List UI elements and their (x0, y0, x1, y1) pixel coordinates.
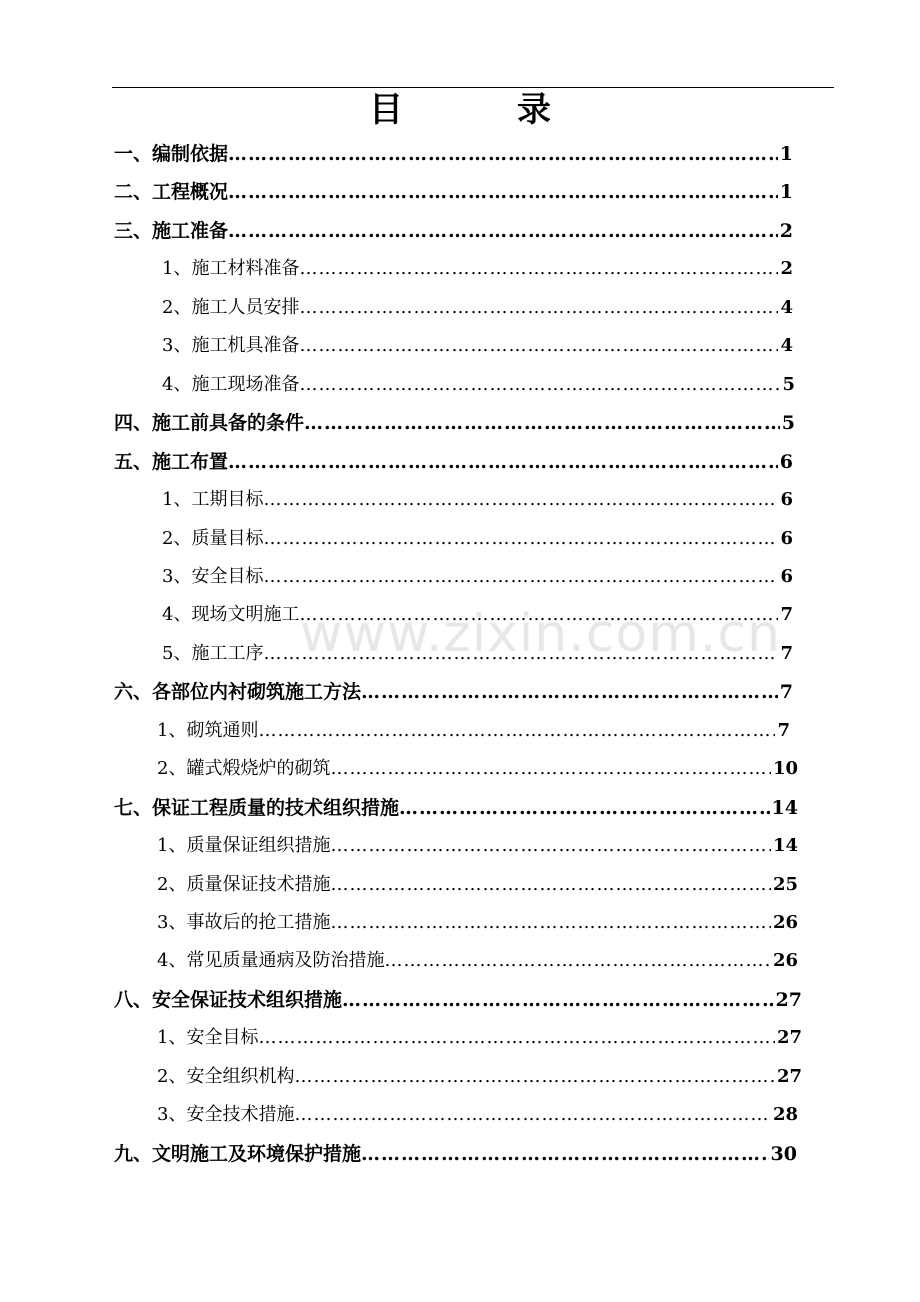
toc-entry-page: 14 (771, 796, 798, 819)
toc-leader-dots (263, 640, 778, 668)
toc-entry-page: 4 (780, 296, 793, 318)
toc-entry-page: 27 (775, 988, 802, 1011)
toc-entry[interactable] (114, 678, 793, 706)
toc-leader-dots (384, 947, 770, 975)
toc-entry-page: 7 (780, 604, 793, 626)
toc-entry-label: 八、安全保证技术组织措施 (114, 988, 343, 1011)
toc-entry[interactable] (114, 794, 798, 822)
toc-entry[interactable] (114, 409, 795, 437)
toc-entry-label: 五、施工布置 (114, 450, 229, 473)
watermark: www.zixin.com.cn (300, 604, 781, 664)
toc-entry-page: 6 (779, 450, 793, 473)
toc-leader-dots (263, 525, 778, 553)
toc-entry-page: 26 (772, 950, 798, 972)
toc-entry-page: 1 (779, 181, 793, 204)
toc-entry[interactable] (157, 947, 798, 975)
toc-leader-dots (399, 794, 770, 822)
toc-entry-label: 3、安全目标 (162, 565, 264, 587)
toc-entry-label: 1、施工材料准备 (162, 258, 300, 280)
toc-entry-page: 7 (777, 719, 790, 741)
toc-entry-label: 3、安全技术措施 (157, 1104, 295, 1126)
toc-entry-label: 4、常见质量通病及防治措施 (157, 950, 385, 972)
toc-entry-label: 1、质量保证组织措施 (157, 835, 331, 857)
toc-entry-label: 4、现场文明施工 (162, 604, 300, 626)
toc-leader-dots (304, 409, 780, 437)
toc-entry[interactable] (162, 294, 793, 322)
toc-leader-dots (294, 1101, 770, 1129)
toc-entry-page: 6 (780, 565, 793, 587)
toc-entry-page: 2 (780, 258, 793, 280)
toc-entry-page: 10 (772, 758, 798, 780)
toc-entry[interactable] (157, 909, 798, 937)
toc-entry[interactable] (157, 1024, 802, 1052)
toc-entry-page: 25 (772, 873, 798, 895)
toc-entry[interactable] (162, 640, 793, 668)
toc-entry-label: 2、施工人员安排 (162, 296, 300, 318)
toc-entry-label: 七、保证工程质量的技术组织措施 (114, 796, 400, 819)
toc-entry-label: 2、质量保证技术措施 (157, 873, 331, 895)
toc-entry-label: 九、文明施工及环境保护措施 (114, 1142, 362, 1165)
toc-leader-dots (330, 871, 770, 899)
toc-entry-label: 六、各部位内衬砌筑施工方法 (114, 681, 362, 704)
toc-entry[interactable] (157, 717, 790, 745)
toc-entry-page: 6 (780, 489, 793, 511)
toc-leader-dots (228, 178, 778, 206)
toc-entry[interactable] (157, 1063, 802, 1091)
toc-entry-label: 一、编制依据 (114, 143, 229, 165)
toc-entry-label: 4、施工现场准备 (162, 373, 300, 395)
toc-entry-page: 14 (772, 835, 798, 857)
toc-entry[interactable] (157, 832, 798, 860)
toc-entry-label: 三、施工准备 (114, 219, 229, 242)
toc-entry-page: 2 (779, 219, 793, 242)
toc-entry[interactable] (114, 140, 793, 168)
toc-entry-label: 2、罐式煅烧炉的砌筑 (157, 758, 331, 780)
toc-leader-dots (263, 563, 778, 591)
toc-entry-page: 30 (770, 1142, 797, 1165)
toc-leader-dots (299, 294, 778, 322)
toc-leader-dots (361, 1140, 769, 1168)
toc-entry-label: 1、安全目标 (157, 1027, 259, 1049)
toc-entry-label: 1、砌筑通则 (157, 719, 259, 741)
toc-entry-page: 6 (780, 527, 793, 549)
toc-entry-page: 27 (776, 1027, 802, 1049)
toc-entry[interactable] (114, 1140, 797, 1168)
toc-entry-label: 四、施工前具备的条件 (114, 412, 305, 435)
toc-entry[interactable] (114, 217, 793, 245)
toc-entry-page: 7 (780, 642, 793, 664)
toc-entry-page: 5 (782, 373, 795, 395)
toc-leader-dots (330, 909, 770, 937)
toc-leader-dots (330, 832, 770, 860)
toc-leader-dots (228, 448, 778, 476)
toc-entry-page: 4 (780, 335, 793, 357)
toc-entry[interactable] (162, 601, 793, 629)
toc-entry[interactable] (114, 986, 802, 1014)
toc-leader-dots (299, 332, 778, 360)
toc-leader-dots (258, 717, 775, 745)
toc-entry[interactable] (157, 755, 798, 783)
toc-entry[interactable] (162, 255, 793, 283)
toc-entry-page: 28 (772, 1104, 798, 1126)
toc-entry[interactable] (157, 871, 798, 899)
toc-entry-page: 26 (772, 912, 798, 933)
toc-entry-page: 27 (776, 1065, 802, 1087)
toc-entry[interactable] (162, 563, 793, 591)
toc-leader-dots (299, 601, 778, 629)
toc-leader-dots (361, 678, 778, 706)
toc-entry[interactable] (162, 486, 793, 514)
toc-leader-dots (330, 755, 770, 783)
toc-leader-dots (299, 255, 778, 283)
page-title: 目 录 (369, 90, 591, 130)
toc-entry-label: 二、工程概况 (114, 181, 229, 204)
toc-entry[interactable] (114, 178, 793, 206)
toc-entry-page: 5 (781, 412, 795, 435)
toc-leader-dots (342, 986, 774, 1014)
toc-entry[interactable] (157, 1101, 798, 1129)
toc-leader-dots (258, 1024, 774, 1052)
toc-entry-label: 3、事故后的抢工措施 (157, 912, 331, 933)
toc-entry-page: 7 (779, 681, 793, 704)
toc-entry-label: 5、施工工序 (162, 642, 264, 664)
toc-leader-dots (228, 140, 778, 168)
toc-entry-page: 1 (779, 143, 793, 165)
toc-entry[interactable] (162, 332, 793, 360)
toc-entry-label: 3、施工机具准备 (162, 335, 300, 357)
toc-leader-dots (299, 371, 780, 399)
toc-entry[interactable] (162, 371, 795, 399)
toc-entry-label: 2、安全组织机构 (157, 1065, 295, 1087)
toc-entry[interactable] (162, 525, 793, 553)
toc-entry-label: 1、工期目标 (162, 489, 264, 511)
toc-leader-dots (228, 217, 778, 245)
toc-leader-dots (263, 486, 778, 514)
toc-leader-dots (294, 1063, 774, 1091)
toc-entry-label: 2、质量目标 (162, 527, 264, 549)
toc-entry[interactable] (114, 448, 793, 476)
